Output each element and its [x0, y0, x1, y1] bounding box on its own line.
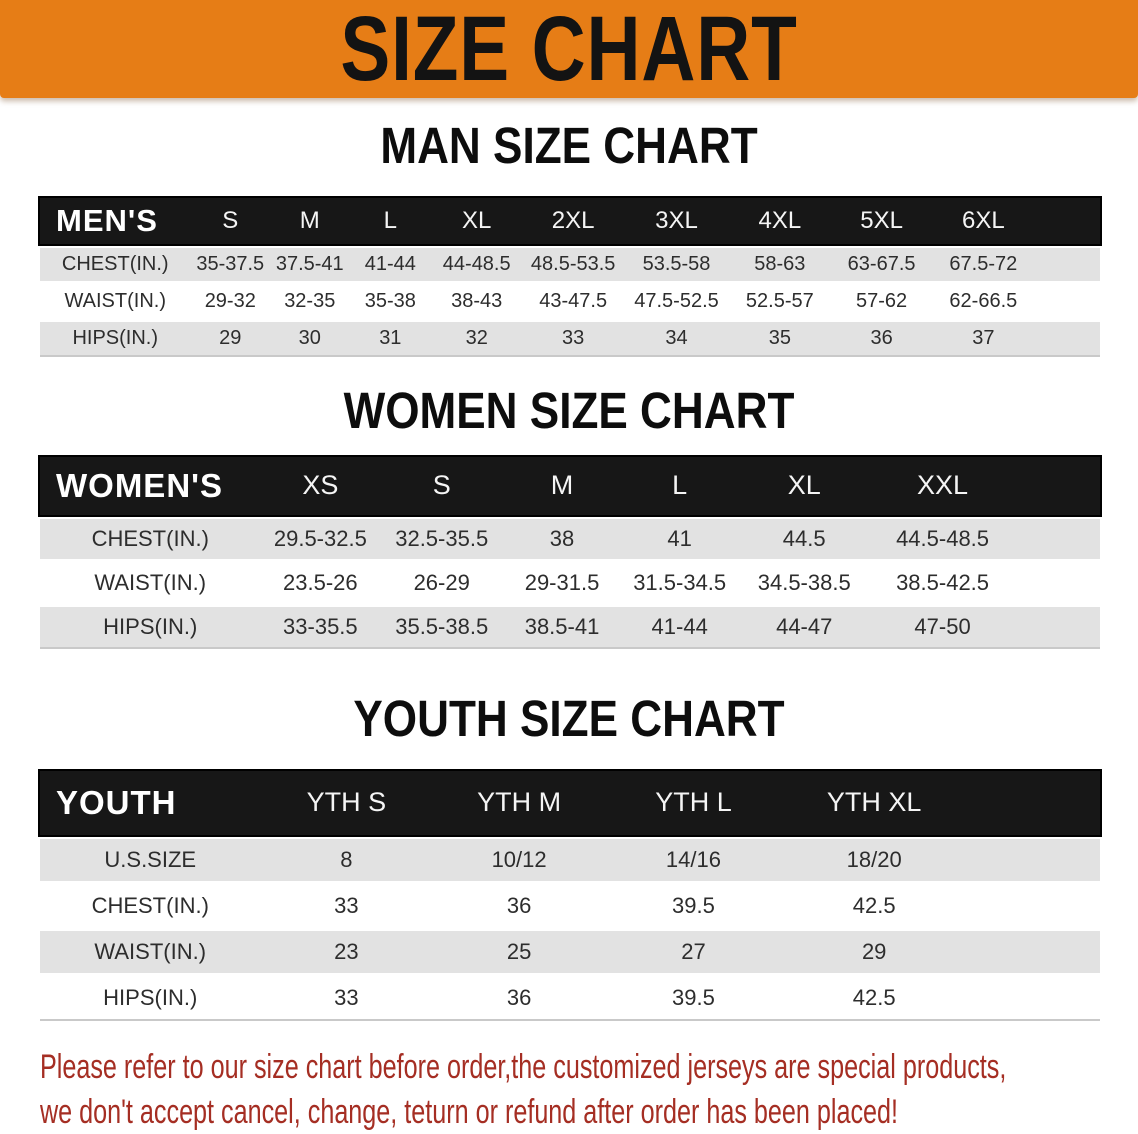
row-filler-cell	[1015, 519, 1100, 559]
measurement-cell: 38	[549, 525, 575, 551]
size-column-header: M	[550, 470, 574, 501]
table-corner-label: WOMEN'S	[56, 466, 224, 504]
size-column-header: YTH XL	[826, 787, 922, 818]
measurement-cell: 14/16	[665, 846, 721, 872]
table-header-row	[40, 198, 1100, 244]
measurement-cell: 35.5-38.5	[395, 613, 489, 639]
table-row	[40, 322, 1100, 355]
measurement-cell: 32-35	[284, 289, 336, 312]
size-column-header: 6XL	[961, 206, 1005, 234]
section-heading-youth: YOUTH SIZE CHART	[353, 690, 785, 748]
table-row	[40, 563, 1100, 603]
size-table-youth	[40, 767, 1100, 1023]
table-row	[40, 931, 1100, 973]
measurement-cell: 41-44	[651, 613, 708, 639]
measurement-cell: 38.5-41	[524, 613, 600, 639]
measurement-cell: 32.5-35.5	[395, 525, 489, 551]
row-filler-cell	[1034, 285, 1100, 318]
page-title: SIZE CHART	[340, 0, 798, 100]
measurement-cell: 52.5-57	[745, 289, 814, 312]
measurement-cell: 33-35.5	[283, 613, 358, 639]
measurement-cell: 57-62	[856, 289, 908, 312]
measurement-cell: 31	[379, 326, 402, 349]
section-heading-men: MAN SIZE CHART	[380, 117, 758, 175]
measurement-cell: 44.5	[782, 525, 826, 551]
row-label: HIPS(IN.)	[72, 326, 159, 349]
measurement-cell: 58-63	[754, 252, 806, 275]
measurement-cell: 34	[665, 326, 688, 349]
table-header-row	[40, 457, 1100, 515]
measurement-cell: 53.5-58	[642, 252, 711, 275]
size-column-header: 3XL	[655, 206, 698, 234]
measurement-cell: 25	[506, 938, 532, 964]
measurement-cell: 36	[506, 984, 532, 1010]
row-label: U.S.SIZE	[104, 846, 197, 872]
measurement-cell: 44-47	[776, 613, 833, 639]
measurement-cell: 44-48.5	[442, 252, 511, 275]
measurement-cell: 67.5-72	[949, 252, 1018, 275]
measurement-cell: 29-32	[204, 289, 256, 312]
section-heading-women: WOMEN SIZE CHART	[343, 382, 795, 440]
row-filler-cell	[967, 977, 1100, 1019]
measurement-cell: 35	[768, 326, 791, 349]
measurement-cell: 42.5	[852, 984, 896, 1010]
measurement-cell: 43-47.5	[539, 289, 608, 312]
table-row	[40, 248, 1100, 281]
table-header-row	[40, 771, 1100, 835]
table-row	[40, 285, 1100, 318]
header-filler-cell	[1034, 198, 1100, 244]
size-column-header: YTH S	[306, 787, 387, 818]
banner	[0, 0, 1138, 98]
measurement-cell: 10/12	[491, 846, 547, 872]
measurement-cell: 36	[506, 892, 532, 918]
measurement-cell: 29	[219, 326, 242, 349]
table-corner-label: YOUTH	[56, 783, 177, 821]
measurement-cell: 27	[681, 938, 706, 964]
row-filler-cell	[1034, 248, 1100, 281]
table-row	[40, 885, 1100, 927]
measurement-cell: 36	[870, 326, 893, 349]
row-label: HIPS(IN.)	[103, 984, 198, 1010]
size-column-header: XS	[302, 470, 339, 501]
row-label: WAIST(IN.)	[94, 938, 207, 964]
table-row	[40, 839, 1100, 881]
row-label: HIPS(IN.)	[103, 613, 198, 639]
table-row	[40, 519, 1100, 559]
size-column-header: L	[383, 206, 397, 234]
measurement-cell: 47.5-52.5	[634, 289, 719, 312]
row-filler-cell	[1015, 563, 1100, 603]
row-label: WAIST(IN.)	[94, 569, 207, 595]
measurement-cell: 48.5-53.5	[530, 252, 616, 275]
row-filler-cell	[967, 885, 1100, 927]
measurement-cell: 38.5-42.5	[896, 569, 990, 595]
size-column-header: XL	[462, 206, 492, 234]
measurement-cell: 18/20	[846, 846, 902, 872]
measurement-cell: 42.5	[852, 892, 896, 918]
measurement-cell: 33	[334, 892, 359, 918]
size-column-header: XXL	[917, 470, 969, 501]
size-column-header: YTH L	[655, 787, 732, 818]
size-column-header: 4XL	[758, 206, 802, 234]
measurement-cell: 29	[861, 938, 887, 964]
size-column-header: 5XL	[860, 206, 903, 234]
measurement-cell: 62-66.5	[949, 289, 1018, 312]
disclaimer	[40, 1045, 1138, 1134]
measurement-cell: 33	[334, 984, 359, 1010]
row-label: CHEST(IN.)	[61, 252, 169, 275]
size-column-header: XL	[787, 470, 821, 501]
measurement-cell: 37	[972, 326, 995, 349]
table-row	[40, 607, 1100, 647]
header-filler-cell	[1015, 457, 1100, 515]
row-filler-cell	[967, 839, 1100, 881]
size-column-header: L	[672, 470, 688, 501]
disclaimer-line-2: we don't accept cancel, change, teturn or refund after order has been placed!	[40, 1092, 898, 1131]
row-filler-cell	[1015, 607, 1100, 647]
size-column-header: M	[299, 206, 320, 234]
size-column-header: YTH M	[477, 787, 562, 818]
measurement-cell: 23.5-26	[283, 569, 358, 595]
measurement-cell: 33	[562, 326, 585, 349]
measurement-cell: 63-67.5	[847, 252, 916, 275]
measurement-cell: 39.5	[672, 984, 715, 1010]
measurement-cell: 39.5	[672, 892, 715, 918]
disclaimer-line-1: Please refer to our size chart before order,the customized jerseys are special products,	[40, 1047, 1007, 1086]
measurement-cell: 41-44	[364, 252, 416, 275]
row-label: CHEST(IN.)	[91, 525, 209, 551]
size-column-header: S	[222, 206, 239, 234]
table-row	[40, 977, 1100, 1019]
header-filler-cell	[967, 771, 1100, 835]
measurement-cell: 29-31.5	[524, 569, 600, 595]
size-table-women	[40, 453, 1100, 651]
measurement-cell: 44.5-48.5	[896, 525, 990, 551]
measurement-cell: 35-37.5	[196, 252, 265, 275]
size-column-header: 2XL	[551, 206, 595, 234]
row-label: WAIST(IN.)	[64, 289, 166, 312]
measurement-cell: 29.5-32.5	[273, 525, 367, 551]
measurement-cell: 38-43	[451, 289, 503, 312]
measurement-cell: 35-38	[364, 289, 416, 312]
row-label: CHEST(IN.)	[91, 892, 209, 918]
measurement-cell: 34.5-38.5	[757, 569, 851, 595]
measurement-cell: 26-29	[413, 569, 470, 595]
table-corner-label: MEN'S	[56, 202, 158, 238]
measurement-cell: 47-50	[914, 613, 971, 639]
sections-container	[0, 117, 1138, 1023]
size-table-men	[40, 194, 1100, 359]
row-filler-cell	[967, 931, 1100, 973]
size-column-header: S	[432, 470, 451, 501]
measurement-cell: 23	[334, 938, 359, 964]
row-filler-cell	[1034, 322, 1100, 355]
measurement-cell: 41	[667, 525, 692, 551]
measurement-cell: 30	[298, 326, 321, 349]
measurement-cell: 31.5-34.5	[633, 569, 727, 595]
measurement-cell: 8	[340, 846, 353, 872]
measurement-cell: 37.5-41	[275, 252, 344, 275]
measurement-cell: 32	[465, 326, 488, 349]
